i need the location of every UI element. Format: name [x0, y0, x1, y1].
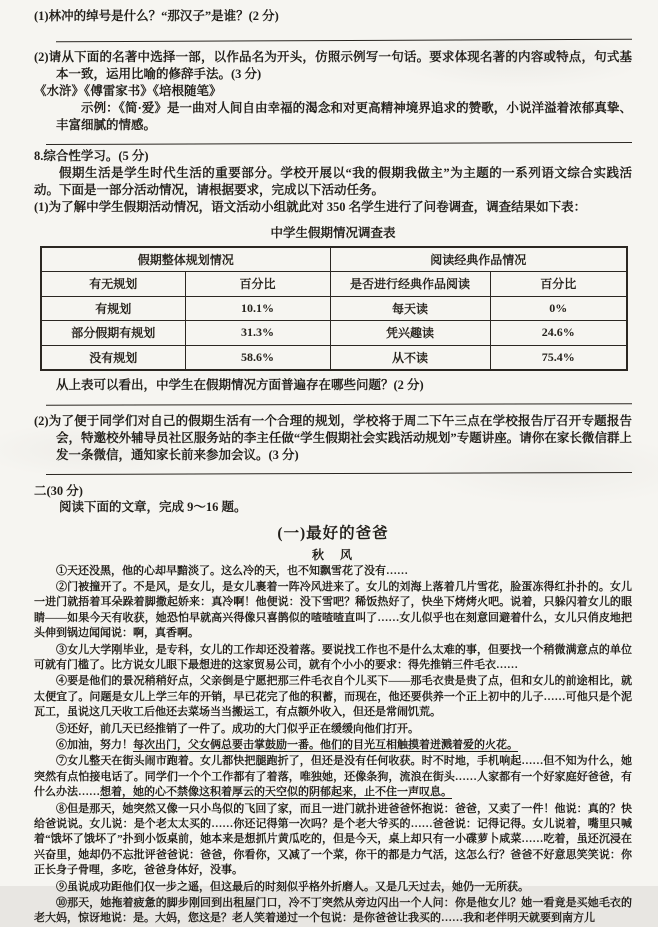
table-column-header-row	[41, 272, 627, 297]
cell: 0%	[490, 296, 627, 321]
answer-line-2	[46, 142, 632, 145]
table-group-header-row	[41, 247, 627, 272]
answer-line-4	[46, 471, 632, 474]
cell: 有规划	[41, 296, 185, 321]
table-row	[41, 321, 627, 346]
essay-paragraph-4: ④要是他们的景况稍稍好点，父亲倒是宁愿把那三件毛衣自个儿买下——那毛衣贵是贵了点，但和女儿的前途相比，就太便宜了。问题是女儿上学三年的开销，早已花完了他的积蓄，而现在，他还要供养一个正上初中的儿子……可他只是个泥瓦工，虽说这几天收工后他还去菜场当当搬运工，有点额外收入，但还是常闹饥荒。	[34, 675, 632, 719]
col-header-1: 有无规划	[41, 272, 185, 297]
table-row	[41, 296, 627, 321]
essay-paragraph-8: ⑧但是那天，她突然又像一只小鸟似的飞回了家，而且一进门就扑进爸爸怀抱说：爸爸，又卖了一件！他说：真的？快给爸说说。女儿说：是个老太太买的……你还记得第一次吗？是个老大爷买的……爸爸说：记得记得。女儿说着，嘴里只喊着“饿坏了饿坏了”扑到小饭桌前，她本来是想抓片黄瓜吃的，但是今天，桌上却只有一小碟萝卜咸菜……吃着，虽还沉浸在兴奋里，她却仍不忘批评爸爸说：爸爸，你看你，又减了一个菜，你干的都是力气活，这怎么行？爸爸不好意思笑笑说：你正长身子骨哩，多吃，爸爸身体好，没事。	[34, 802, 632, 877]
essay-paragraph-10: ⑩那天，她拖着疲惫的脚步刚回到出租屋门口，冷不丁突然从旁边闪出一个人问：你是他女儿？她一看竟是买她毛衣的老大妈，惊讶地说：是。大妈，您这是？老人笑着递过一个包说：是你爸爸让我买的……我和老伴明天就要到南方儿	[34, 897, 632, 925]
survey-table-title: 中学生假期情况调查表	[270, 226, 396, 240]
survey-table	[40, 246, 628, 371]
section-8-title: 8.综合性学习。(5 分)	[34, 149, 149, 163]
part-2-intro: 阅读下面的文章，完成 9～16 题。	[59, 499, 247, 514]
col-header-4: 百分比	[490, 272, 627, 297]
col-header-3: 是否进行经典作品阅读	[330, 272, 490, 297]
essay-paragraph-9: ⑨虽说成功距他们仅一步之遥，但这最后的时刻似乎格外折磨人。又是几天过去，她仍一无所获。	[56, 880, 529, 893]
book-list: 《水浒》《傅雷家书》《培根随笔》	[34, 84, 222, 98]
group-header-reading: 阅读经典作品情况	[330, 247, 627, 272]
answer-line-1	[56, 39, 632, 43]
essay-title: (一)最好的爸爸	[277, 524, 389, 542]
question-7-1: (1)林冲的绰号是什么？“那汉子”是谁？(2 分)	[34, 9, 279, 23]
essay-paragraph-5: ⑤还好，前几天已经推销了一件了。成功的大门似乎正在缓缓向他们打开。	[56, 722, 419, 735]
cell: 24.6%	[490, 321, 627, 346]
section-8-q2: (2)为了便于同学们对自己的假期生活有一个合理的规划，学校将于周二下午三点在学校报告厅召开专题报告会，特邀校外辅导员社区服务站的李主任做“学生假期社会实践活动规划”专题讲座。请你在家长微信群上发一条微信，通知家长前来参加会议。(3 分)	[34, 413, 632, 462]
section-8-q1-followup: 从上表可以看出，中学生在假期情况方面普遍存在哪些问题？(2 分)	[56, 377, 424, 392]
essay-paragraph-6: ⑥加油，努力！每次出门，父女俩总要击掌鼓励一番。他们的目光互相触摸着迸溅着爱的火花。	[56, 738, 518, 751]
answer-line-3	[46, 403, 632, 406]
cell: 31.3%	[185, 321, 330, 346]
cell: 从不读	[330, 345, 490, 370]
col-header-2: 百分比	[185, 272, 330, 297]
essay-author: 秋 风	[311, 547, 354, 562]
cell: 75.4%	[490, 345, 627, 370]
table-row	[41, 345, 627, 370]
question-7-2-example: 示例：《简·爱》是一曲对人间自由幸福的渴念和对更高精神境界追求的赞歌，小说洋溢着浓郁真挚、丰富细腻的情感。	[56, 101, 632, 132]
section-8-intro: 假期生活是学生时代生活的重要部分。学校开展以“我的假期我做主”为主题的一系列语文综合实践活动。下面是一部分活动情况，请根据要求，完成以下活动任务。	[34, 166, 632, 197]
section-8-q1: (1)为了解中学生假期活动情况，语文活动小组就此对 350 名学生进行了问卷调查，调查结果如下表：	[34, 200, 587, 214]
essay-paragraph-7: ⑦女儿整天在街头闹市跑着。女儿都快把腿跑折了，但还是没有任何收获。时不时地，手机响起……但不知为什么，她突然有点怕接电话了。同学们一个个工作都有了着落，唯独她，还像条狗，流浪在街头……人家都有一个好家庭好爸爸，有什么办法……想着，她的心不禁像这积着厚云的天空似的阴郁起来，止不住一声叹息。	[34, 755, 632, 799]
cell: 10.1%	[185, 296, 330, 321]
question-7-2: (2)请从下面的名著中选择一部，以作品名为开头，仿照示例写一句话。要求体现名著的内容或特点，句式基本一致，运用比喻的修辞手法。(3 分)	[34, 50, 632, 81]
essay-paragraph-1: ①天还没黑，他的心却早黯淡了。这么冷的天，也不知飘雪花了没有……	[56, 564, 408, 577]
cell: 每天读	[330, 296, 490, 321]
cell: 没有规划	[41, 345, 185, 370]
cell: 部分假期有规划	[41, 321, 185, 346]
group-header-plan: 假期整体规划情况	[41, 247, 330, 272]
cell: 58.6%	[185, 345, 330, 370]
part-2-header: 二(30 分)	[34, 483, 83, 498]
essay-paragraph-2: ②门被撞开了。不是风，是女儿，是女儿裹着一阵冷风进来了。女儿的刘海上落着几片雪花，脸蛋冻得红扑扑的。女儿一进门就捂着耳朵跺着脚撒起娇来：真冷啊！他便说：没下雪吧？稀饭热好了，快坐下烤烤火吧。说着，只躲闪着女儿的眼睛——如果今天有收获，她恐怕早就高兴得像只喜鹊似的喳喳喳直叫了……女儿似乎也在刻意回避着什么，女儿只俏皮地把头伸到锅边闻闻说：啊，真香啊。	[34, 580, 632, 640]
essay-paragraph-3: ③女儿大学刚毕业，是专科，女儿的工作却还没着落。要说找工作也不是什么太难的事，但要找一个稍微满意点的单位可就有门槛了。比方说女儿眼下最想进的这家贸易公司，就有个小小的要求：得先推销三件毛衣……	[34, 643, 632, 671]
cell: 凭兴趣读	[330, 321, 490, 346]
essay-body	[34, 564, 632, 927]
